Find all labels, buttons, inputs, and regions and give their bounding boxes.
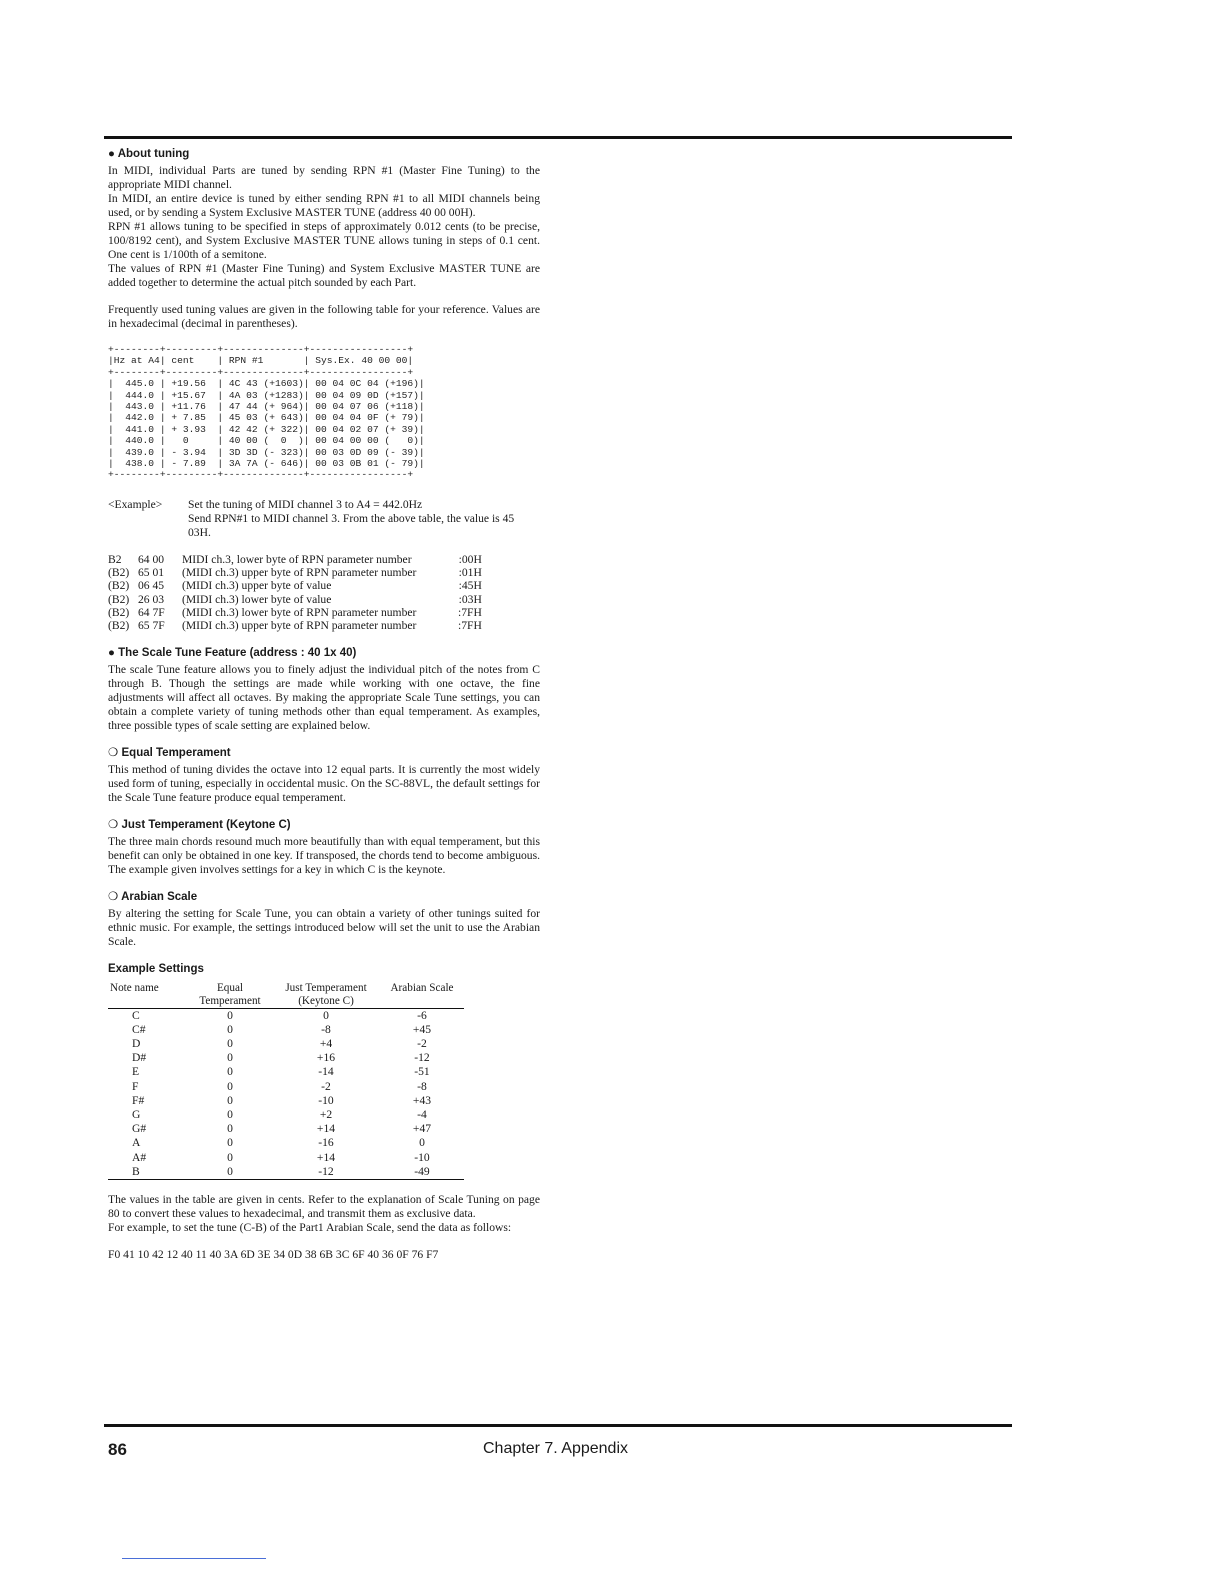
scale-equal: 0 [227, 1037, 233, 1051]
scale-equal: 0 [227, 1022, 233, 1036]
midi-status: (B2) [108, 606, 130, 620]
tuning-table-intro: Frequently used tuning values are given in the following table for your reference. Values are in hexadecimal (decimal in parentheses). [108, 303, 540, 330]
scale-arabian: -51 [414, 1065, 430, 1079]
scale-equal: 0 [227, 1008, 233, 1022]
scale-row [108, 1065, 464, 1079]
col-equal [188, 982, 272, 1009]
scale-equal: 0 [227, 1051, 233, 1065]
midi-desc: (MIDI ch.3) lower byte of value [182, 592, 332, 606]
scale-note: E [132, 1065, 140, 1079]
midi-val: :01H [458, 566, 482, 580]
scale-note: C# [132, 1022, 146, 1036]
after-table-p1: The values in the table are given in cents. Refer to the explanation of Scale Tuning on page 80 to convert these values to hexadecimal, and transmit them as exclusive data. [108, 1193, 540, 1221]
col-just [272, 982, 380, 1009]
example-label: <Example> [108, 497, 163, 511]
scale-just: +14 [316, 1122, 336, 1136]
scale-note: C [132, 1008, 140, 1022]
midi-data: 64 7F [138, 606, 165, 620]
scale-equal: 0 [227, 1122, 233, 1136]
example-line: Send RPN#1 to MIDI channel 3. From the above table, the value is 45 03H. [188, 511, 515, 539]
page-number: 86 [108, 1440, 127, 1459]
scale-just: +16 [316, 1051, 336, 1065]
scale-just: +2 [319, 1108, 333, 1122]
scale-arabian: -6 [417, 1008, 427, 1022]
about-tuning-p4: The values of RPN #1 (Master Fine Tuning) and System Exclusive MASTER TUNE are added together to determine the actual pitch sounded by each Part. [108, 262, 540, 289]
scale-just: -14 [318, 1065, 334, 1079]
midi-desc: (MIDI ch.3) upper byte of RPN parameter number [182, 566, 417, 580]
midi-desc: (MIDI ch.3) lower byte of RPN parameter number [182, 606, 417, 620]
scale-row [108, 1151, 464, 1165]
midi-status: (B2) [108, 592, 130, 606]
scale-row [108, 1037, 464, 1051]
midi-status: (B2) [108, 619, 130, 633]
scale-row [108, 1008, 464, 1023]
scale-equal: 0 [227, 1093, 233, 1107]
chapter-title: Chapter 7. Appendix [483, 1440, 628, 1457]
midi-row [108, 566, 482, 579]
midi-status: (B2) [108, 579, 130, 593]
scale-note: D [132, 1037, 141, 1051]
midi-row [108, 593, 482, 606]
scale-equal: 0 [188, 1165, 272, 1180]
scale-row [108, 1023, 464, 1037]
scale-arabian: 0 [419, 1136, 425, 1150]
scale-arabian: -12 [414, 1051, 430, 1065]
scale-equal: 0 [227, 1136, 233, 1150]
scale-equal: 0 [227, 1150, 233, 1164]
example-line: Set the tuning of MIDI channel 3 to A4 = 442.0Hz [188, 497, 423, 511]
scale-equal: 0 [227, 1108, 233, 1122]
col-equal-line2: Temperament [199, 994, 261, 1007]
scale-arabian: -4 [417, 1108, 427, 1122]
midi-desc: (MIDI ch.3) upper byte of value [182, 579, 332, 593]
scale-arabian: -8 [417, 1079, 427, 1093]
midi-message-table [108, 553, 482, 633]
scale-just: 0 [323, 1008, 329, 1022]
midi-status: B2 [108, 552, 122, 566]
scale-row [108, 1051, 464, 1065]
link-underline [122, 1558, 266, 1559]
after-table-p2: For example, to set the tune (C-B) of the Part1 Arabian Scale, send the data as follows: [108, 1221, 512, 1235]
midi-data: 26 03 [138, 592, 165, 606]
col-equal-line1: Equal [216, 981, 244, 994]
midi-data: 64 00 [138, 552, 165, 566]
scale-just: -8 [321, 1022, 331, 1036]
bottom-rule [104, 1424, 1012, 1427]
midi-status: (B2) [108, 566, 130, 580]
midi-desc: MIDI ch.3, lower byte of RPN parameter number [182, 552, 412, 566]
midi-desc: (MIDI ch.3) upper byte of RPN parameter number [182, 619, 417, 633]
tuning-values-table: +--------+---------+--------------+-----------------+ |Hz at A4| cent | RPN #1 | Sys.Ex. 40 00 00| +--------+---------+--------------+-----------------+ | 445.0 | +19.56 | 4C 43 (+1603)| 00 04 0C 04 (+196)| | 444.0 | +15.67 | 4A 03 (+1283)| 00 04 09 0D (+157)| | 443.0 | +11.76 | 47 44 (+ 964)| 00 04 07 06 (+118)| | 442.0 | + 7.85 | 45 03 (+ 643)| 00 04 04 0F (+ 79)| | 441.0 | + 3.93 | 42 42 (+ 322)| 00 04 02 07 (+ 39)| | 440.0 | 0 | 40 00 ( 0 )| 00 04 00 00 ( 0)| | 439.0 | - 3.94 | 3D 3D (- 323)| 00 03 0D 09 (- 39)| | 438.0 | - 7.89 | 3A 7A (- 646)| 00 03 0B 01 (- 79)| +--------+---------+--------------+-----------------+ [108, 344, 425, 481]
scale-just: +4 [319, 1037, 333, 1051]
scale-note: F# [132, 1093, 145, 1107]
midi-data: 65 01 [138, 566, 165, 580]
scale-note: B [108, 1165, 188, 1180]
scale-note: D# [132, 1051, 147, 1065]
arabian-scale-body: By altering the setting for Scale Tune, you can obtain a variety of other tunings suited for ethnic music. For example, the settings introduced below will set the unit to use the Arabian Scale. [108, 906, 540, 948]
about-tuning-p2: In MIDI, an entire device is tuned by either sending RPN #1 to all MIDI channels being used, or by sending a System Exclusive MASTER TUNE (address 40 00 00H). [108, 192, 540, 219]
col-just-line1: Just Temperament [285, 981, 367, 994]
scale-equal: 0 [227, 1065, 233, 1079]
sysex-data: F0 41 10 42 12 40 11 40 3A 6D 3E 34 0D 38 6B 3C 6F 40 36 0F 76 F7 [108, 1248, 439, 1262]
midi-data: 06 45 [138, 579, 165, 593]
scale-tune-body: The scale Tune feature allows you to finely adjust the individual pitch of the notes from C through B. Though the settings are made while working with one octave, the fine adjustments will affect all octaves. By making the appropriate Scale Tune settings, you can obtain a complete variety of tuning methods other than equal temperament. As examples, three possible types of scale setting are explained below. [108, 662, 540, 732]
about-tuning-p3: RPN #1 allows tuning to be specified in steps of approximately 0.012 cents (to be precise, 100/8192 cent), and System Exclusive MASTER TUNE allows tuning in steps of 0.1 cent. One cent is 1/100th of a semitone. [108, 220, 540, 261]
scale-equal: 0 [227, 1079, 233, 1093]
midi-row [108, 553, 482, 566]
example-block [108, 498, 540, 540]
equal-temperament-body: This method of tuning divides the octave into 12 equal parts. It is currently the most widely used form of tuning, especially in occidental music. On the SC-88VL, the default settings for the Scale Tune feature produce equal temperament. [108, 762, 540, 804]
scale-arabian: +47 [412, 1122, 432, 1136]
scale-just: +14 [316, 1150, 336, 1164]
scale-settings-table [108, 982, 464, 1180]
midi-row [108, 606, 482, 619]
example-settings-heading: Example Settings [108, 962, 204, 975]
example-text [188, 498, 518, 540]
scale-row [108, 1136, 464, 1150]
midi-val: :00H [458, 552, 482, 566]
scale-arabian: -10 [414, 1150, 430, 1164]
scale-row [108, 1108, 464, 1122]
scale-row [108, 1094, 464, 1108]
scale-just: -10 [318, 1093, 334, 1107]
scale-note: G# [132, 1122, 147, 1136]
scale-arabian: -2 [417, 1037, 427, 1051]
midi-val: :45H [458, 579, 482, 593]
midi-val: :03H [458, 592, 482, 606]
midi-row [108, 579, 482, 592]
content-column [108, 147, 540, 1262]
col-note-name: Note name [108, 982, 188, 1009]
midi-val: :7FH [458, 619, 482, 633]
about-tuning-p1: In MIDI, individual Parts are tuned by sending RPN #1 (Master Fine Tuning) to the appropriate MIDI channel. [108, 164, 540, 191]
scale-arabian: +43 [412, 1093, 432, 1107]
scale-note: G [132, 1108, 141, 1122]
top-rule [104, 136, 1012, 139]
arabian-scale-heading: ❍ Arabian Scale [108, 890, 198, 903]
scale-arabian: -49 [380, 1165, 464, 1180]
scale-just: -2 [321, 1079, 331, 1093]
midi-data: 65 7F [138, 619, 165, 633]
col-just-line2: (Keytone C) [298, 994, 354, 1007]
midi-val: :7FH [458, 606, 482, 620]
scale-tune-heading: ● The Scale Tune Feature (address : 40 1x 40) [108, 646, 357, 659]
col-arabian: Arabian Scale [380, 982, 464, 1009]
scale-note: F [132, 1079, 139, 1093]
just-temperament-heading: ❍ Just Temperament (Keytone C) [108, 818, 291, 831]
just-temperament-body: The three main chords resound much more beautifully than with equal temperament, but this benefit can only be obtained in one key. If transposed, the chords tend to become ambiguous. The example given involves settings for a key in which C is the keynote. [108, 834, 540, 876]
scale-note: A# [132, 1150, 147, 1164]
scale-note: A [132, 1136, 141, 1150]
about-tuning-heading: ● About tuning [108, 148, 190, 160]
midi-row [108, 619, 482, 632]
scale-arabian: +45 [412, 1022, 432, 1036]
scale-just: -16 [318, 1136, 334, 1150]
scale-just: -12 [272, 1165, 380, 1180]
scale-row [108, 1122, 464, 1136]
equal-temperament-heading: ❍ Equal Temperament [108, 746, 231, 759]
scale-row [108, 1165, 464, 1180]
scale-row [108, 1080, 464, 1094]
